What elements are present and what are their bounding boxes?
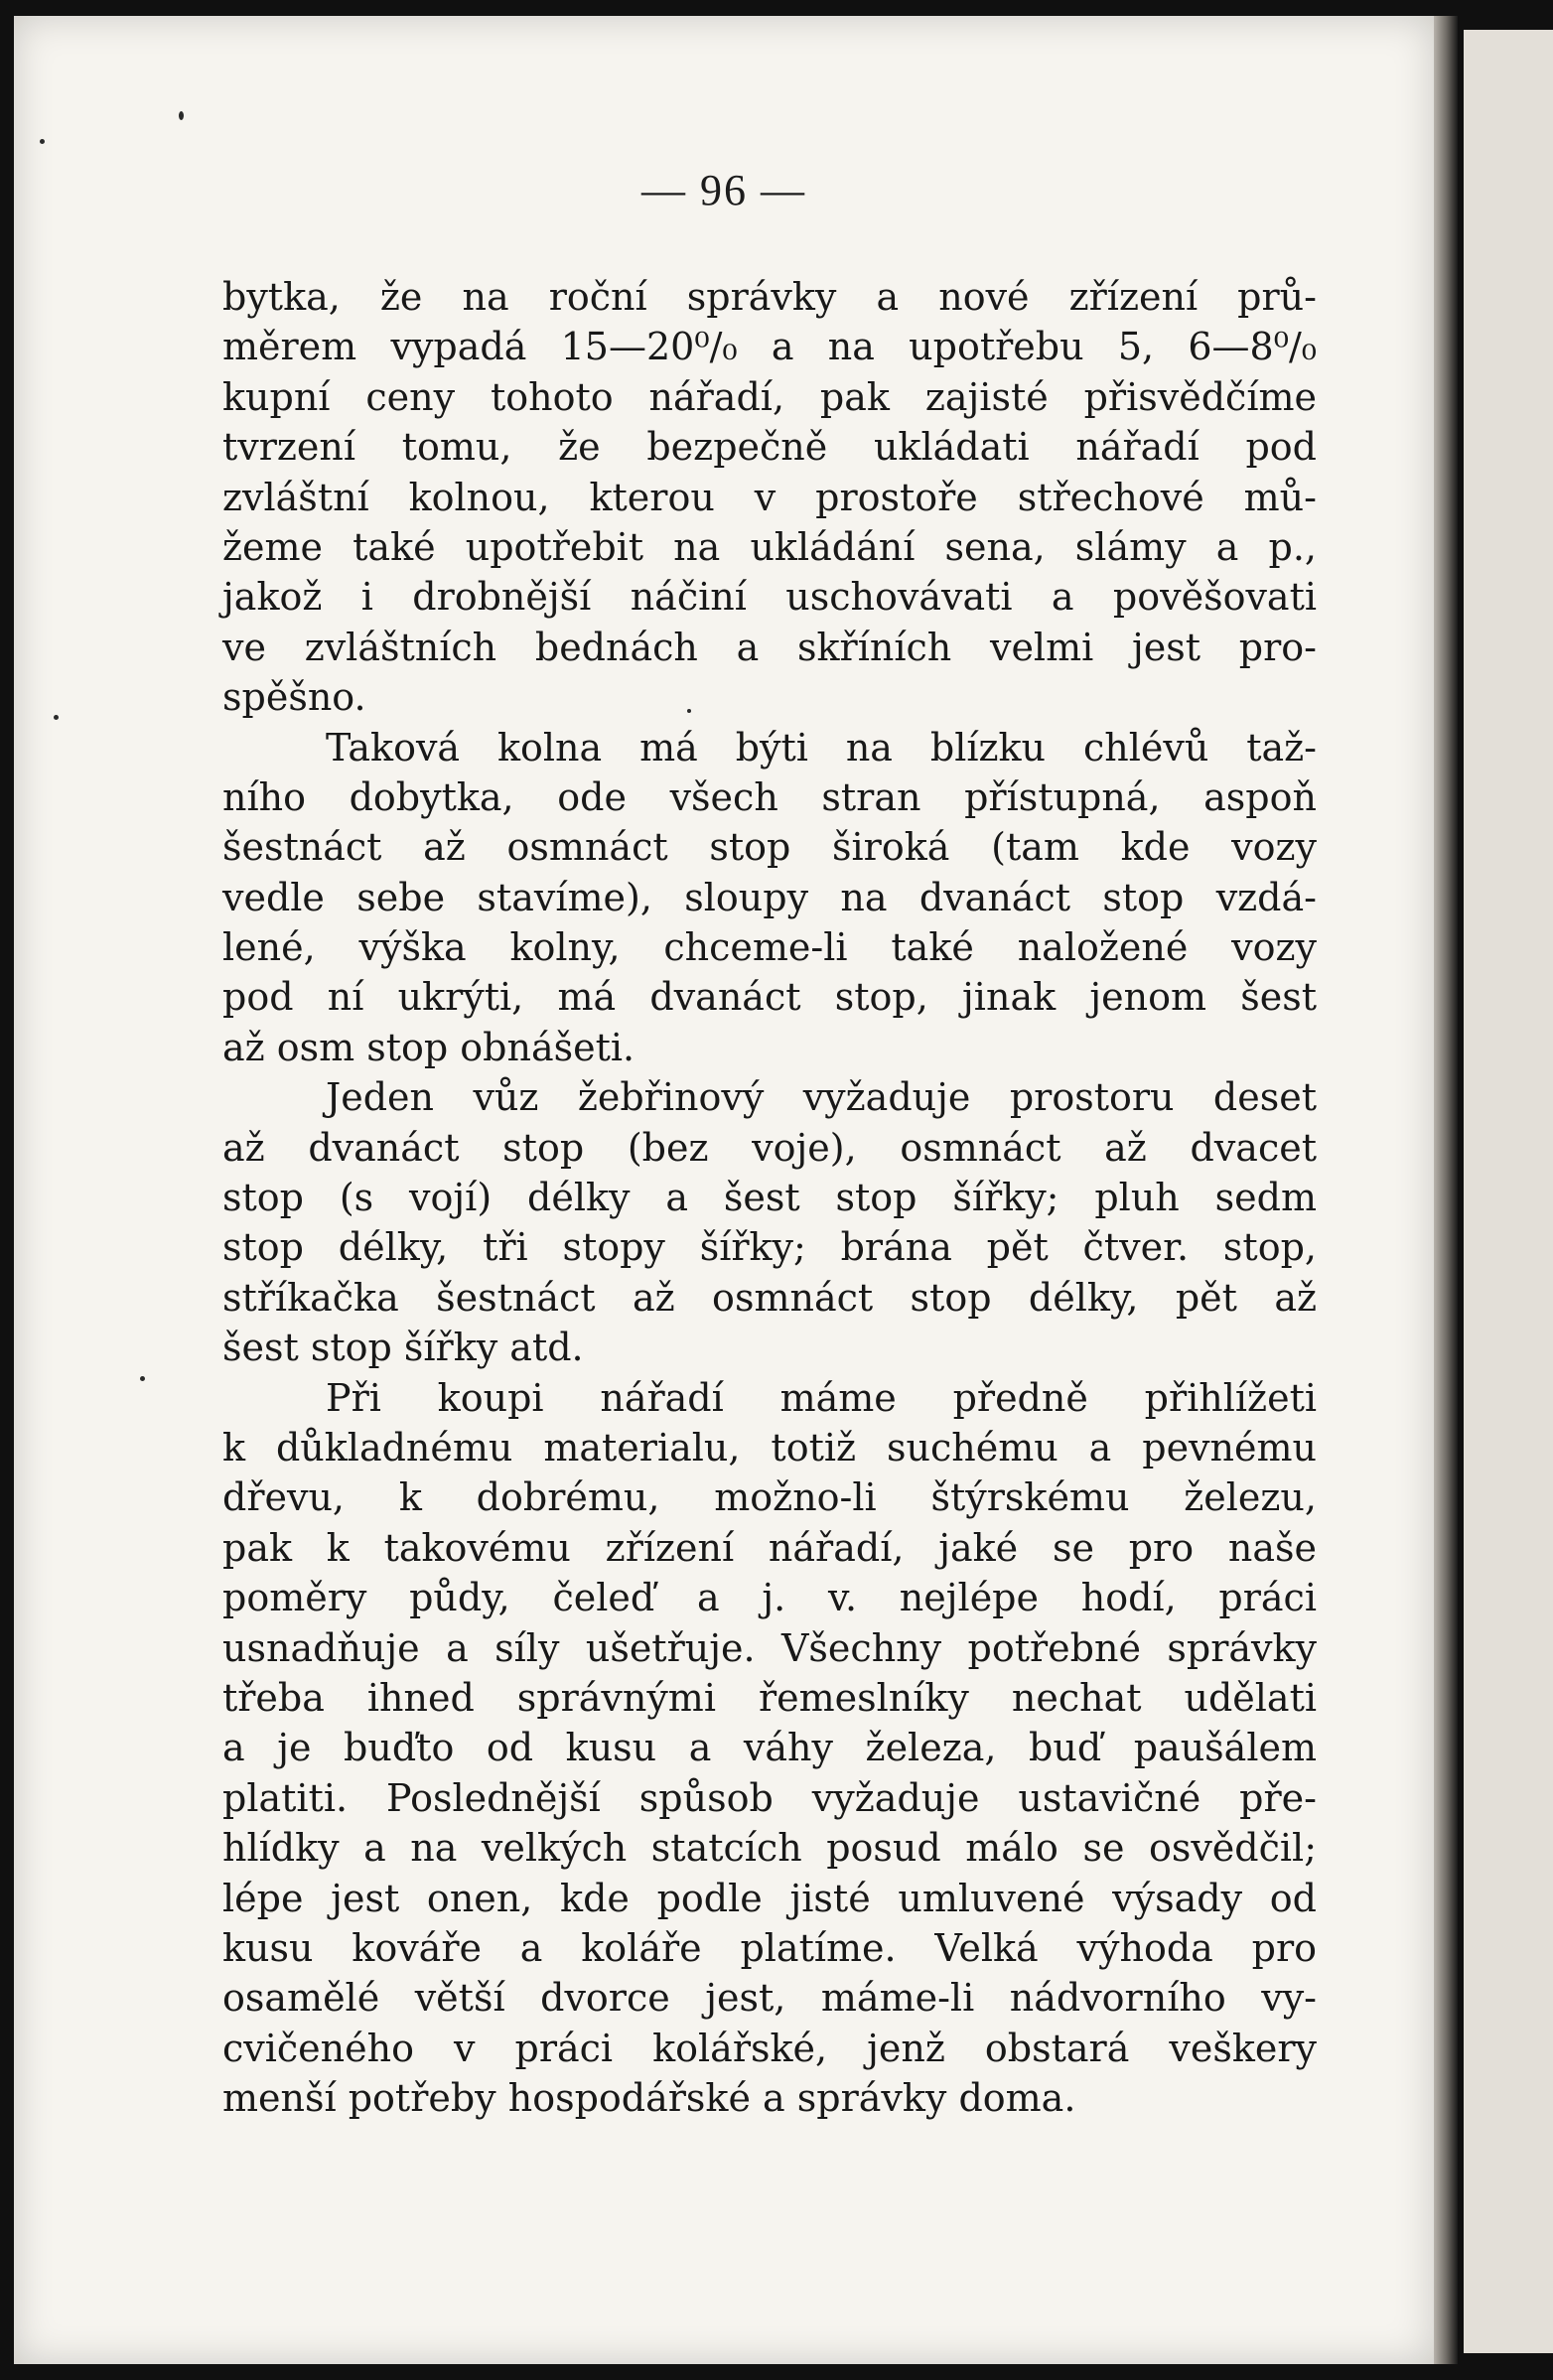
text-line: jakož i drobnější náčiní uschovávati a pověšovati: [222, 575, 1317, 620]
text-line: lépe jest onen, kde podle jisté umluvené výsady od: [222, 1876, 1317, 1920]
text-line: vedle sebe stavíme), sloupy na dvanáct stop vzdá-: [222, 875, 1317, 919]
text-line: žeme také upotřebit na ukládání sena, slámy a p.,: [222, 524, 1317, 569]
text-line: Taková kolna má býti na blízku chlévů taž-: [326, 725, 1317, 770]
text-line: platiti. Poslednější spůsob vyžaduje ustavičné pře-: [222, 1775, 1317, 1820]
page-gutter-shadow: [1430, 16, 1458, 2364]
text-line: stop (s vojí) délky a šest stop šířky; pluh sedm: [222, 1176, 1317, 1220]
text-line: menší potřeby hospodářské a správky doma.: [222, 2076, 1076, 2121]
text-line: ního dobytka, ode všech stran přístupná, aspoň: [222, 774, 1317, 819]
text-line: Při koupi nářadí máme předně přihlížeti: [326, 1375, 1317, 1420]
text-line: zvláštní kolnou, kterou v prostoře střechové mů-: [222, 475, 1317, 519]
body-text: [222, 272, 1317, 2123]
text-line: dřevu, k dobrému, možno-li štýrskému železu,: [222, 1475, 1317, 1520]
text-line: až dvanáct stop (bez voje), osmnáct až dvacet: [222, 1125, 1317, 1170]
text-line: k důkladnému materialu, totiž suchému a pevnému: [222, 1425, 1317, 1470]
text-line: pak k takovému zřízení nářadí, jaké se pro naše: [222, 1525, 1317, 1570]
text-line: stop délky, tři stopy šířky; brána pět čtver. stop,: [222, 1225, 1317, 1270]
text-line: kusu kováře a koláře platíme. Velká výhoda pro: [222, 1925, 1317, 1970]
text-line: tvrzení tomu, že bezpečně ukládati nářadí pod: [222, 425, 1317, 470]
text-line: měrem vypadá 15—20⁰/₀ a na upotřebu 5, 6—8⁰/₀: [222, 325, 1317, 369]
text-line: spěšno.: [222, 675, 366, 720]
text-line: poměry půdy, čeleď a j. v. nejlépe hodí, práci: [222, 1576, 1317, 1620]
text-line: Jeden vůz žebřinový vyžaduje prostoru deset: [326, 1075, 1317, 1120]
paragraph: [222, 272, 1317, 723]
text-line: lené, výška kolny, chceme-li také naložené vozy: [222, 925, 1317, 970]
text-line: stříkačka šestnáct až osmnáct stop délky, pět až: [222, 1275, 1317, 1320]
paragraph: [222, 1373, 1317, 2124]
text-line: až osm stop obnášeti.: [222, 1025, 635, 1069]
text-line: šestnáct až osmnáct stop široká (tam kde vozy: [222, 825, 1317, 870]
paragraph: [222, 723, 1317, 1073]
text-line: cvičeného v práci kolářské, jenž obstará veškery: [222, 2026, 1317, 2070]
facing-page-edge: [1464, 30, 1553, 2353]
text-line: usnadňuje a síly ušetřuje. Všechny potřebné správky: [222, 1625, 1317, 1670]
text-line: hlídky a na velkých statcích posud málo se osvědčil;: [222, 1826, 1317, 1871]
text-line: třeba ihned správnými řemeslníky nechat udělati: [222, 1675, 1317, 1720]
paragraph: [222, 1072, 1317, 1372]
text-line: osamělé větší dvorce jest, máme-li nádvorního vy-: [222, 1976, 1317, 2021]
text-line: bytka, že na roční správky a nové zřízení prů-: [222, 275, 1317, 319]
text-line: kupní ceny tohoto nářadí, pak zajisté přisvědčíme: [222, 374, 1317, 419]
page-number: — 96 —: [641, 166, 806, 214]
text-line: a je buďto od kusu a váhy železa, buď paušálem: [222, 1726, 1317, 1770]
text-line: pod ní ukrýti, má dvanáct stop, jinak jenom šest: [222, 975, 1317, 1020]
text-line: ve zvláštních bednách a skříních velmi jest pro-: [222, 625, 1317, 669]
book-page: [14, 16, 1434, 2364]
text-line: šest stop šířky atd.: [222, 1326, 584, 1370]
